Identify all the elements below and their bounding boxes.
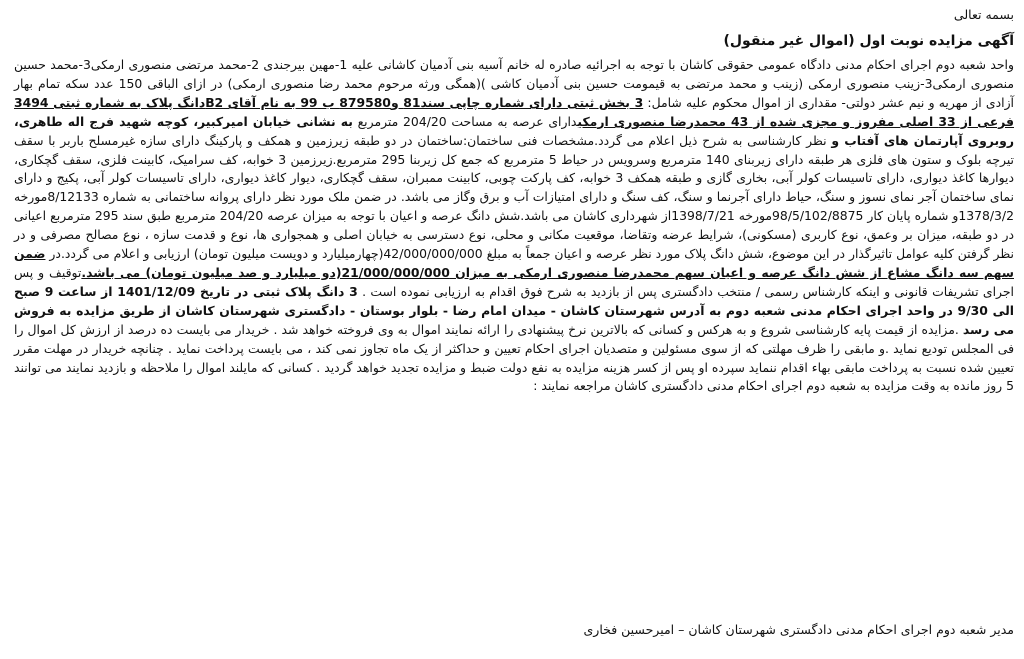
seizure-statement: توقیف و پس اجرای تشریفات قانونی و اینکه کارشناس رسمی / منتخب دادگستری پس از بازدید به شرح فوق اقدام به ارزیابی نموده است . [14,264,1014,299]
share-valuation: ضمن سهم سه دانگ مشاع از شش دانگ عرصه و اعیان سهم محمدرضا منصوری ارمکی به میزان 21/000/000/000(دو میلیارد و صد میلیون تومان) می باشد. [14,246,1014,280]
body-intro: واحد شعبه دوم اجرای احکام مدنی دادگاه عمومی حقوقی کاشان با توجه به اجرائیه صادره له خانم آسیه بنی آدمیان کاشانی علیه 1-مهین بیرجندی 2-محمد مرتضی منصوری ارمکی3-محمد حسین منصوری ارمکی3-زینب منصوری ارمکی (زینب و محمد مرتضی به قیمومت حسین بنی آدمیان کاشی )(همگی ورثه مرحوم محمد رضا منصوری ارمکی) در ازای الباقی 150 عدد سکه تمام بهار آزادی از مهریه و نیم عشر دولتی- مقداری از اموال محکوم علیه شامل: [14,57,1014,110]
notice-title: آگهی مزایده نوبت اول (اموال غیر منقول) [723,33,1014,49]
invocation-header: بسمه تعالی [953,7,1014,22]
land-area: دارای عرصه به مساحت 204/20 مترمربع [352,113,578,129]
property-registration: 3 بخش ثبتی دارای شماره چاپی سند81 و879580 ب 99 به نام آقای B2دانگ پلاک به شماره ثبتی 3494 فرعی از 33 اصلی مفروز و مجزی شده از 43 محمدرضا منصوری ارمکی [14,94,1014,129]
technical-specs: نظر کارشناسی به شرح ذیل اعلام می گردد.مشخصات فنی ساختمان:ساختمان در دو طبقه زیرزمین و همکف و پارکینگ دارای سازه غیرمسلح باربر با سقف تیرچه بلوک و ستون های فلزی هر طبقه دارای زیربنای 140 مترمربع وسرویس در حیاط 5 مترمربع که جمع کل زیربنا 295 مترمربع.زیرزمین 3 خوابه، کف سرامیک، کابینت فلزی، سقف گچکاری، دیوارها کاغذ دیواری، دارای تاسیسات کولر آبی، بخاری گازی و طبقه همکف 3 خوابه، کف پارکت چوبی، کابینت ممبران، سقف گچکاری، دیوار کاغذ دیواری، دارای تاسیسات کولر آبی، پکیج و دارای نمای ساختمان آجر نمای نسوز و سنگ، حیاط دارای آجرنما و سنگ، کف سنگ و دارای امتیازات آب و برق وگاز می باشد. در ضمن ملک مورد نظر دارای پروانه ساختمانی به شماره 8/12133مورخه 1378/3/2و شماره پایان کار 98/5/102/8875مورخه 1398/7/21از شهرداری کاشان می باشد.شش دانگ عرصه و اعیان با توجه به میزان عرصه 204/20 مترمربع طبق سند 295 مترمربع اعیانی در دو طبقه، میزان بر وعمق، نوع کاربری (مسکونی)، شرایط عرضه وتقاضا، موقعیت مکانی و محلی، نوع دسترسی به خیابان اصلی و همجواری ها، نوع و قدمت سازه ، نوع مصالح مصرفی و در نظر گرفتن کلیه عوامل تاثیرگذار در این موضوع، شش دانگ پلاک مورد نظر عرصه و اعیان جمعاً به مبلغ 42/000/000/000(چهارمیلیارد و دویست میلیون تومان) ارزیابی و اعلام می گردد.در [14,132,1015,262]
property-address: به نشانی خیابان امیرکبیر، کوچه شهید فرج اله طاهری، روبروی آپارتمان های آفتاب و [14,113,1014,148]
auction-notice [14,6,1014,653]
auction-terms: .مزایده از قیمت پایه کارشناسی شروع و به هرکس و کسانی که بالاترین نرخ پیشنهادی را ارائه نمایند اموال به وی فروخته خواهد شد . خریدار می بایست ده درصد از ارزش کل اموال را فی المجلس تودیع نماید .و مابقی را ظرف مهلتی که از سوی مسئولین و متصدیان اجرای احکام تعیین و حداکثر از یک ماه تجاوز نمی کند ، می بایست پرداخت نماید . چنانچه خریدار در مهلت مقرر تعیین شده نسبت به پرداخت مابقی بهاء اقدام ننماید سپرده او پس از کسر هزینه مزایده به نفع دولت ضبط و مزایده تجدید خواهد گردید . کسانی که مایلند اموال را ملاحظه و بازدید نمایند می توانند 5 روز مانده به وقت مزایده به شعبه دوم اجرای احکام مدنی دادگستری کاشان مراجعه نمایند : [14,321,1014,394]
signature-line: مدیر شعبه دوم اجرای احکام مدنی دادگستری شهرستان کاشان – امیرحسین فخاری [583,622,1014,637]
notice-body [14,56,1014,396]
auction-date-location: 3 دانگ پلاک ثبتی در تاریخ 1401/12/09 از ساعت 9 صبح الی 9/30 در واحد اجرای احکام مدنی شعبه دوم به آدرس شهرستان کاشان - میدان امام رضا - بلوار بوستان - دادگستری شهرستان کاشان از طریق مزایده به فروش می رسد [14,283,1015,337]
